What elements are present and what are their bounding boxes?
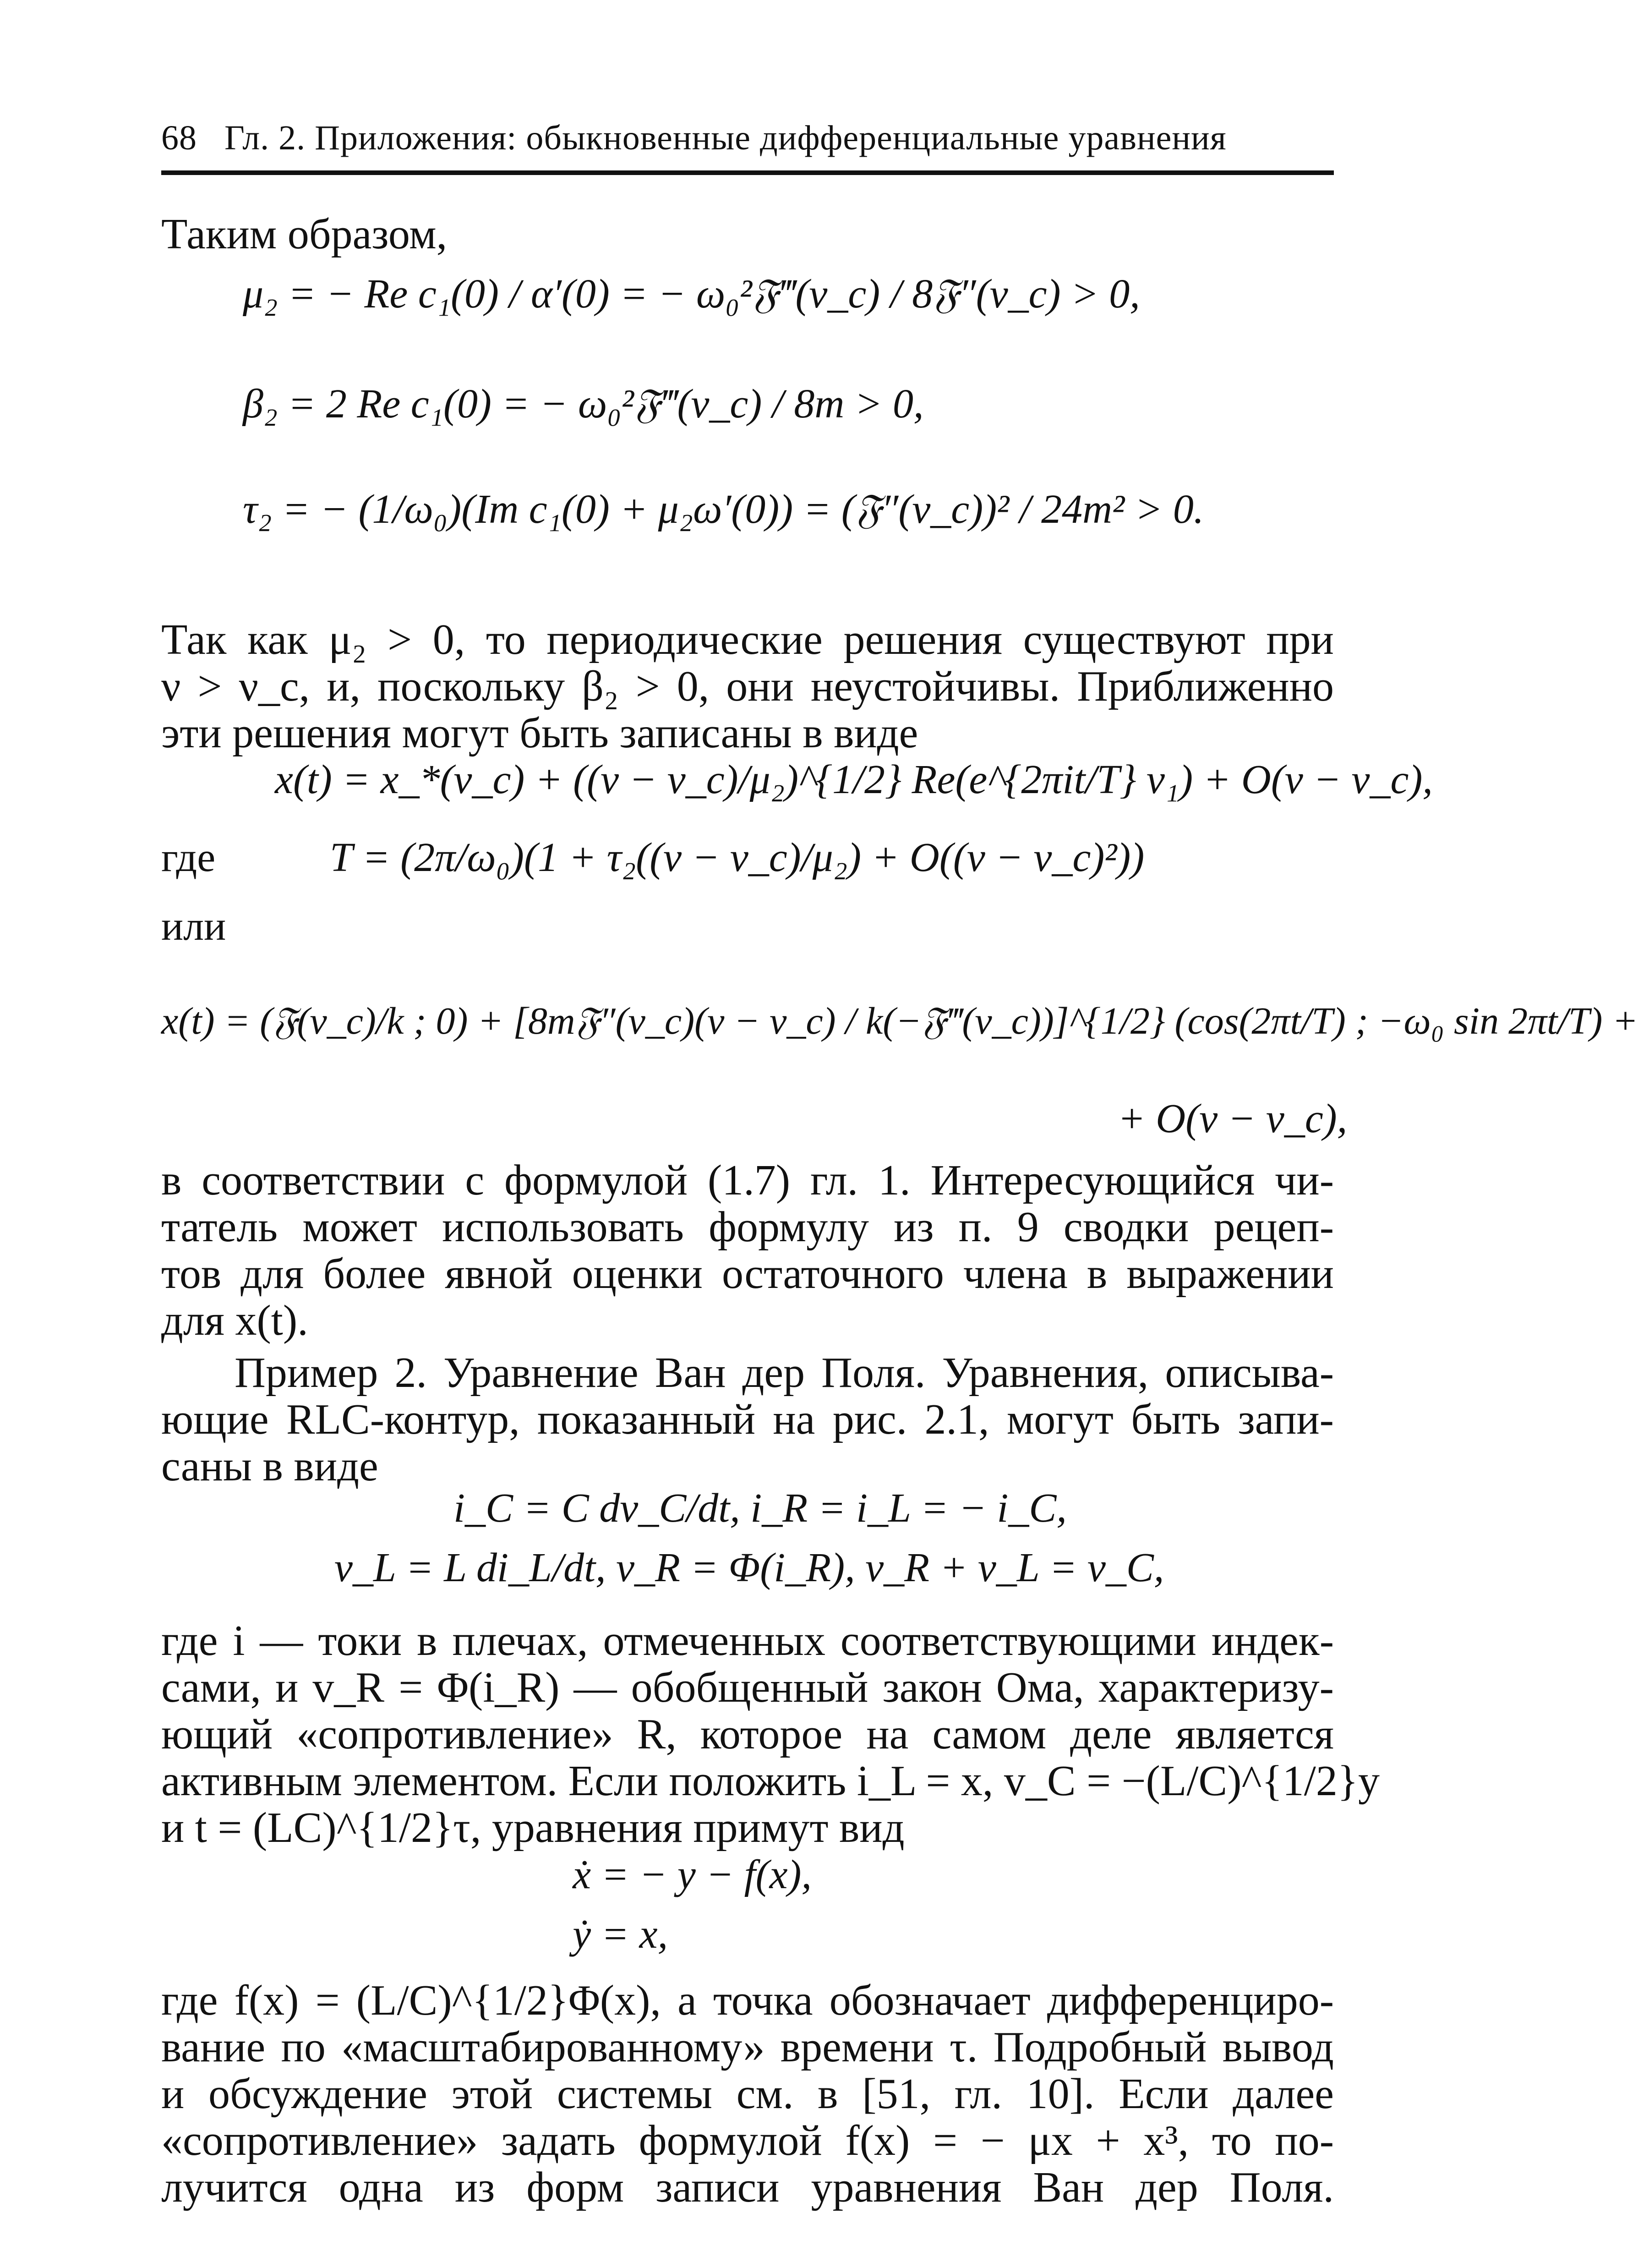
running-header xyxy=(161,118,1227,158)
label-or: или xyxy=(161,904,226,949)
formula-beta2: β₂ = 2 Re c₁(0) = − ω₀²𝔉‴(ν_c) / 8m > 0, xyxy=(243,381,924,427)
page-number: 68 xyxy=(161,119,197,157)
formula-period: T = (2π/ω₀)(1 + τ₂((ν − ν_c)/μ₂) + O((ν − ν_c)²)) xyxy=(330,835,1145,880)
formula-vdp-1: ẋ = − y − f(x), xyxy=(573,1852,812,1897)
paragraph-4: где i — токи в плечах, отмеченных соответствующими индек- сами, и v_R = Φ(i_R) — обобщенный закон Ома, характеризу- ющий «сопротивление» R, которое на самом деле является активным элементом. Если положить i_L = x, v_C = −(L/C)^{1/2}y и t = (LC)^{1/2}τ, уравнения примут вид xyxy=(161,1617,1380,1852)
header-rule xyxy=(161,170,1334,175)
formula-vdp-2: ẏ = x, xyxy=(573,1912,668,1957)
paragraph-1: Так как μ₂ > 0, то периодические решения существуют при ν > ν_c, и, поскольку β₂ > 0, они неустойчивы. Приближенно эти решения могут быть записаны в виде xyxy=(161,616,1334,757)
running-title: Гл. 2. Приложения: обыкновенные дифференциальные уравнения xyxy=(224,119,1227,157)
intro-line: Таким образом, xyxy=(161,210,448,258)
formula-rlc-2: v_L = L di_L/dt, v_R = Φ(i_R), v_R + v_L = v_C, xyxy=(334,1545,1164,1590)
formula-mu2: μ₂ = − Re c₁(0) / α′(0) = − ω₀²𝔉‴(ν_c) / 8𝔉″(ν_c) > 0, xyxy=(243,271,1140,317)
formula-rlc-1: i_C = C dv_C/dt, i_R = i_L = − i_C, xyxy=(453,1485,1067,1531)
paragraph-2: в соответствии с формулой (1.7) гл. 1. Интересующийся чи- татель может использовать формулу из п. 9 сводки рецеп- тов для более явной оценки остаточного члена в выражении для x(t). xyxy=(161,1156,1334,1344)
formula-x-vector: x(t) = (𝔉(ν_c)/k ; 0) + [8m𝔉″(ν_c)(ν − ν_c) / k(−𝔉‴(ν_c))]^{1/2} (cos(2πt/T) ; −ω₀ sin 2πt/T) + xyxy=(161,1000,1638,1042)
formula-x-approx: x(t) = x_*(ν_c) + ((ν − ν_c)/μ₂)^{1/2} Re(e^{2πit/T} v₁) + O(ν − ν_c), xyxy=(275,757,1433,802)
formula-tau2: τ₂ = − (1/ω₀)(Im c₁(0) + μ₂ω′(0)) = (𝔉″(ν_c))² / 24m² > 0. xyxy=(243,487,1204,532)
formula-x-vector-tail: + O(ν − ν_c), xyxy=(1118,1096,1348,1141)
paragraph-3-example: Пример 2. Уравнение Ван дер Поля. Уравнения, описыва- ющие RLC-контур, показанный на рис. 2.1, могут быть запи- саны в виде xyxy=(161,1349,1334,1490)
paragraph-5: где f(x) = (L/C)^{1/2}Φ(x), а точка обозначает дифференциро- вание по «масштабированному» времени τ. Подробный вывод и обсуждение этой системы см. в [51, гл. 10]. Если далее «сопротивление» задать формулой f(x) = − μx + x³, то по- лучится одна из форм записи уравнения Ван дер Поля. xyxy=(161,1977,1334,2211)
label-where: где xyxy=(161,835,216,880)
